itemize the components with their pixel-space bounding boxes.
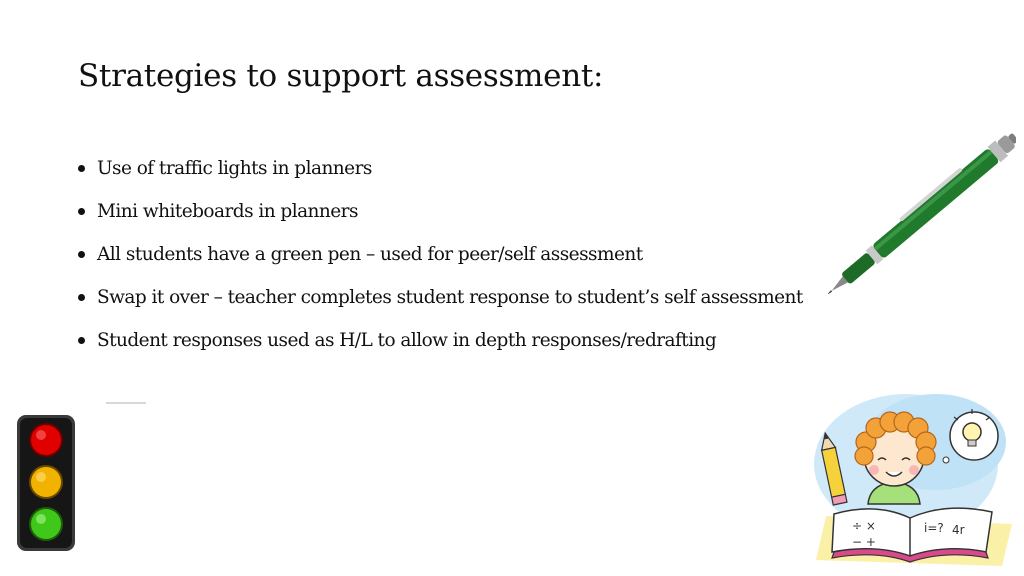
bullet-dot	[78, 294, 85, 301]
bullet-item	[78, 197, 838, 240]
bullet-item	[78, 240, 838, 283]
bullet-item	[78, 326, 838, 369]
traffic-light-icon	[16, 414, 76, 552]
bullet-dot	[78, 208, 85, 215]
slide-title: Strategies to support assessment:	[78, 58, 604, 94]
green-pen-icon	[828, 122, 1016, 308]
child-reading-icon	[806, 384, 1018, 570]
bullet-list	[78, 154, 838, 369]
bullet-item	[78, 154, 838, 197]
bullet-dot	[78, 251, 85, 258]
bullet-dot	[78, 165, 85, 172]
bullet-text: Swap it over – teacher completes student response to student’s self assessment	[97, 287, 803, 308]
book-symbols: ÷ ×	[852, 519, 876, 533]
bullet-text: Student responses used as H/L to allow in depth responses/redrafting	[97, 330, 717, 351]
book-symbols: − +	[852, 535, 876, 549]
bullet-text: Mini whiteboards in planners	[97, 201, 358, 222]
book-symbols: i=?	[924, 521, 944, 535]
divider	[106, 402, 146, 404]
bullet-item	[78, 283, 838, 326]
bullet-text: All students have a green pen – used for peer/self assessment	[97, 244, 643, 265]
bullet-text: Use of traffic lights in planners	[97, 158, 372, 179]
bullet-dot	[78, 337, 85, 344]
book-symbols: 4r	[952, 523, 965, 537]
